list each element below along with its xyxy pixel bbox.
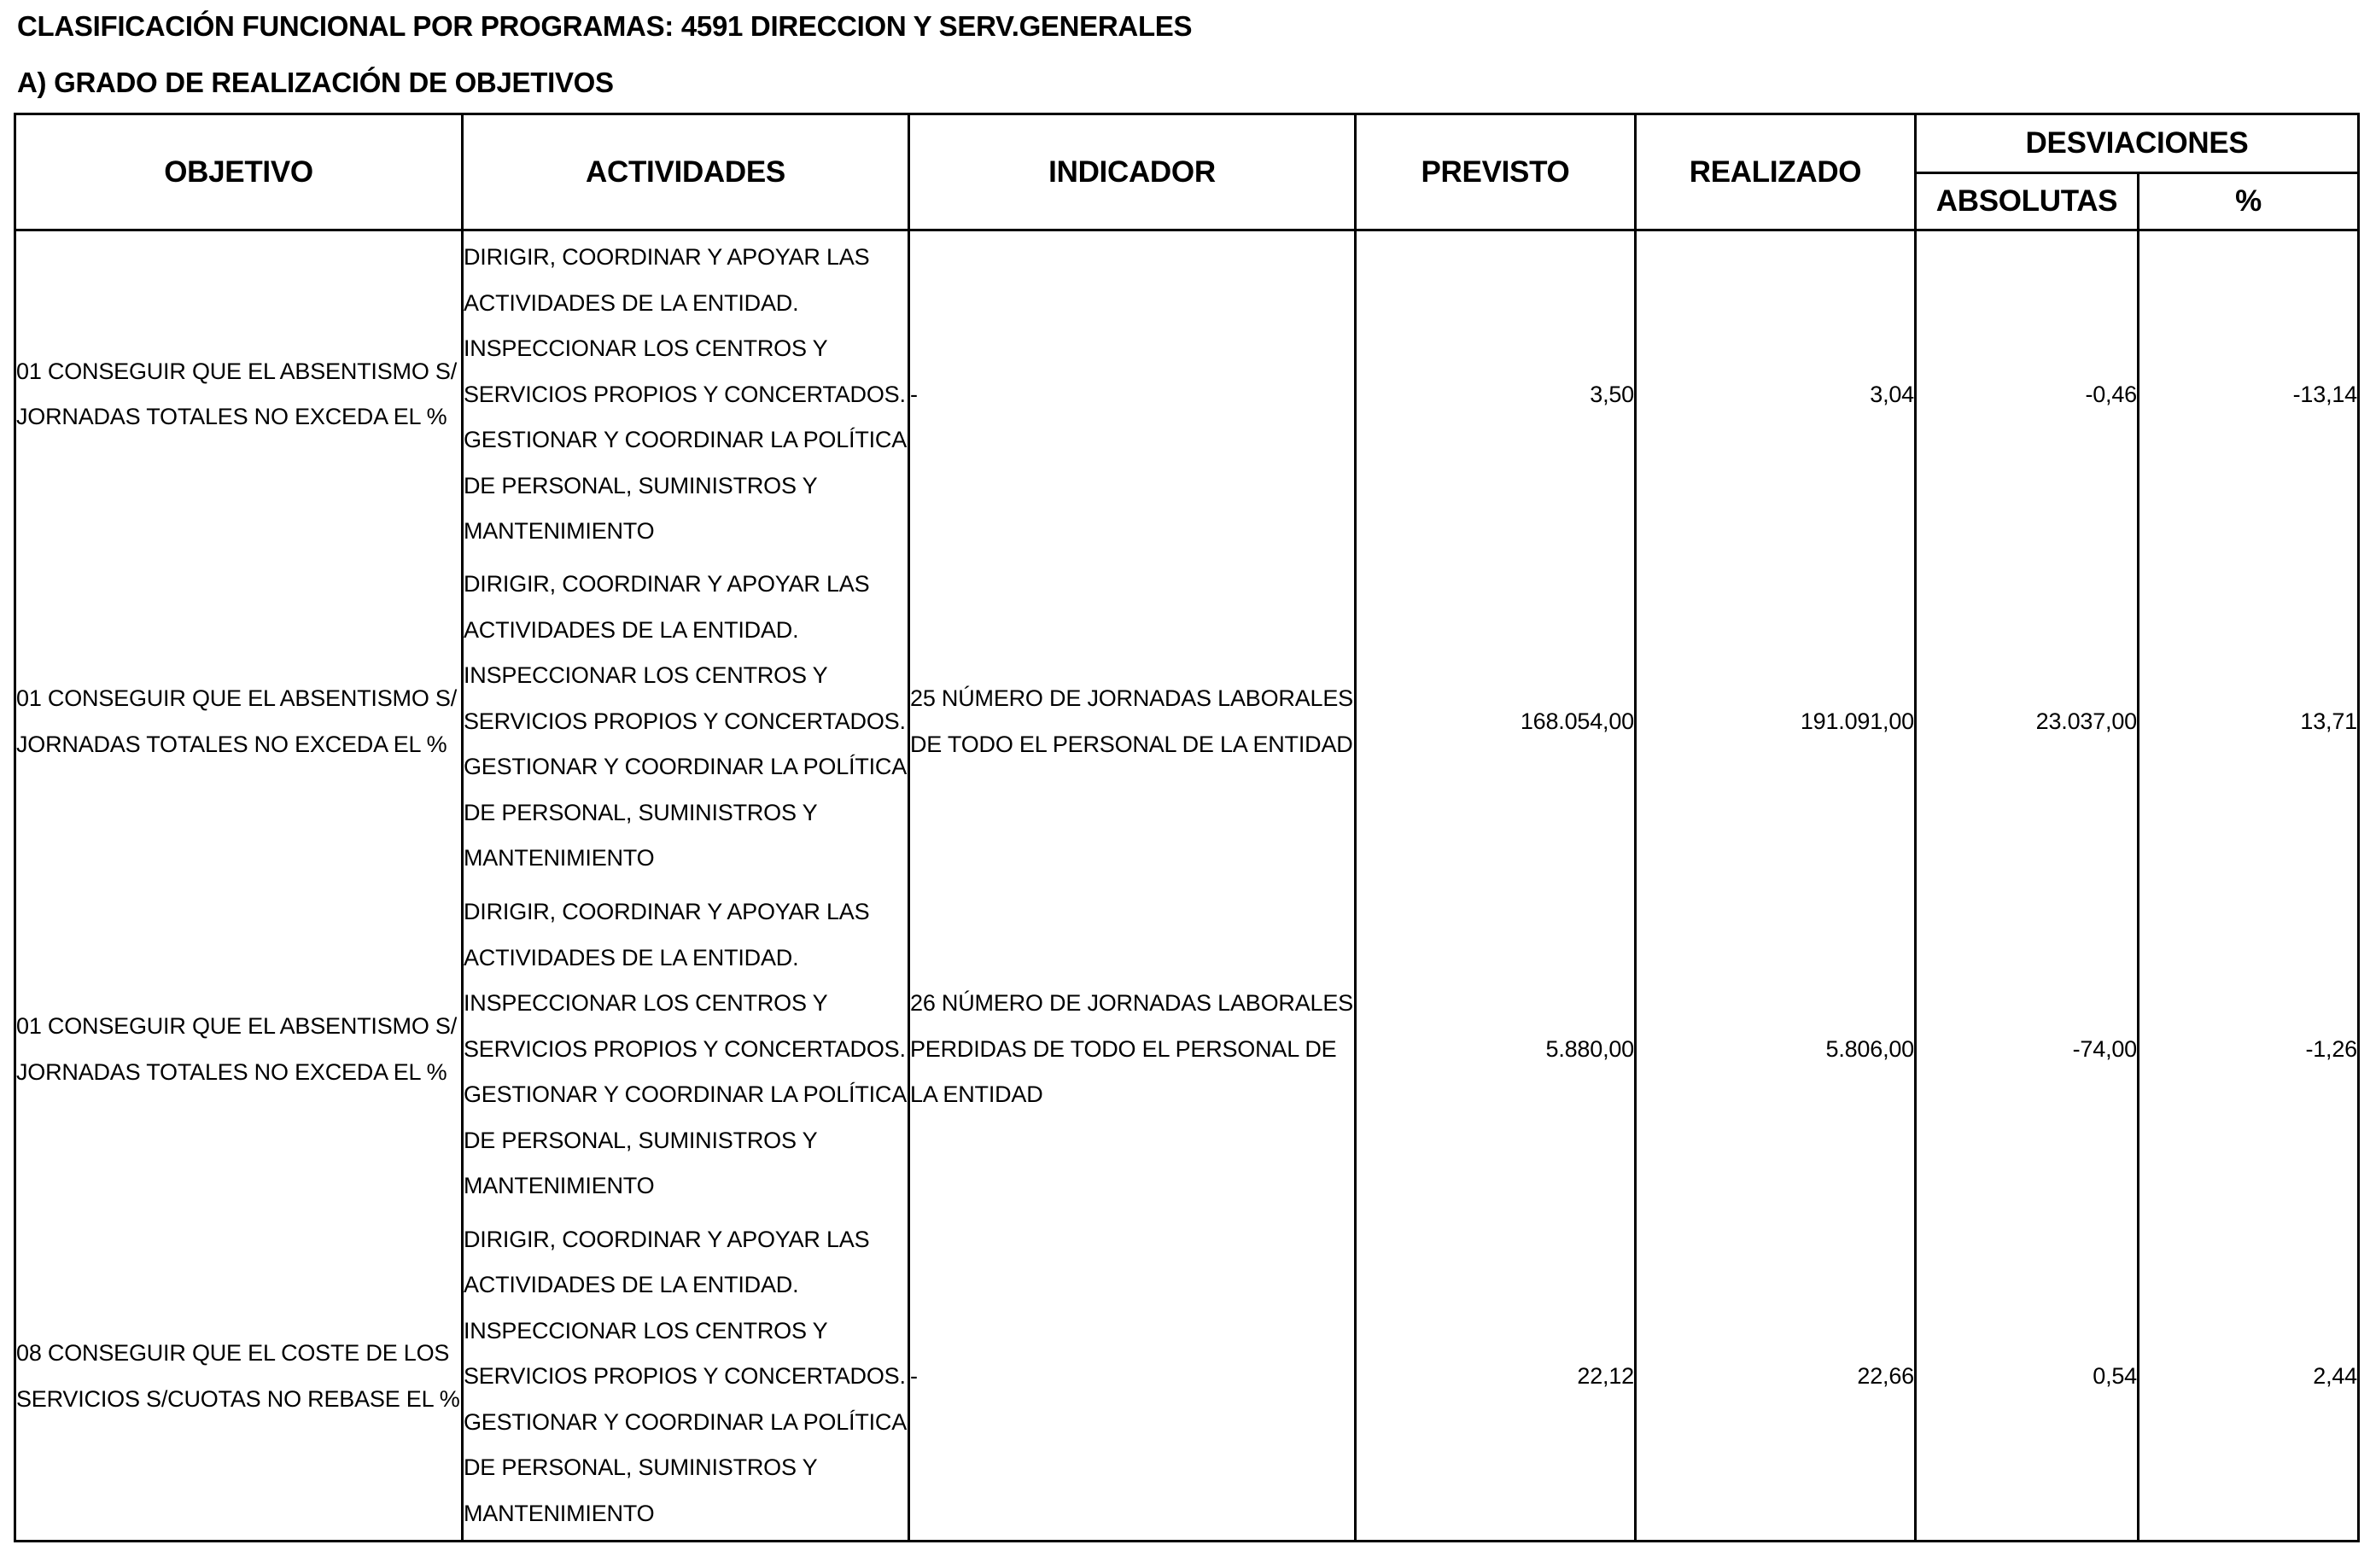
cell-realizado: 191.091,00 — [1636, 558, 1916, 886]
actividades-text: DIRIGIR, COORDINAR Y APOYAR LAS ACTIVIDADES DE LA ENTIDAD. INSPECCIONAR LOS CENTROS Y SERVICIOS PROPIOS Y CONCERTADOS. GESTIONAR Y COORDINAR LA POLÍTICA DE PERSONAL, SUMINISTROS Y MANTENIMIENTO — [464, 244, 906, 544]
table-row — [15, 886, 2359, 1214]
column-header-absolutas: ABSOLUTAS — [1916, 173, 2139, 230]
cell-indicador — [909, 886, 1356, 1214]
actividades-text: DIRIGIR, COORDINAR Y APOYAR LAS ACTIVIDADES DE LA ENTIDAD. INSPECCIONAR LOS CENTROS Y SERVICIOS PROPIOS Y CONCERTADOS. GESTIONAR Y COORDINAR LA POLÍTICA DE PERSONAL, SUMINISTROS Y MANTENIMIENTO — [464, 571, 906, 871]
cell-indicador — [909, 230, 1356, 558]
cell-porcentaje: -1,26 — [2139, 886, 2359, 1214]
objetivo-text: 01 CONSEGUIR QUE EL ABSENTISMO S/ JORNADAS TOTALES NO EXCEDA EL % — [16, 1013, 458, 1085]
column-header-realizado: REALIZADO — [1636, 114, 1916, 230]
cell-indicador — [909, 558, 1356, 886]
table-row — [15, 558, 2359, 886]
actividades-text: DIRIGIR, COORDINAR Y APOYAR LAS ACTIVIDADES DE LA ENTIDAD. INSPECCIONAR LOS CENTROS Y SERVICIOS PROPIOS Y CONCERTADOS. GESTIONAR Y COORDINAR LA POLÍTICA DE PERSONAL, SUMINISTROS Y MANTENIMIENTO — [464, 899, 906, 1199]
cell-objetivo — [15, 230, 463, 558]
cell-absolutas: 0,54 — [1916, 1214, 2139, 1542]
cell-realizado: 22,66 — [1636, 1214, 1916, 1542]
actividades-text: DIRIGIR, COORDINAR Y APOYAR LAS ACTIVIDADES DE LA ENTIDAD. INSPECCIONAR LOS CENTROS Y SERVICIOS PROPIOS Y CONCERTADOS. GESTIONAR Y COORDINAR LA POLÍTICA DE PERSONAL, SUMINISTROS Y MANTENIMIENTO — [464, 1226, 906, 1526]
indicador-text: 25 NÚMERO DE JORNADAS LABORALES DE TODO EL PERSONAL DE LA ENTIDAD — [910, 685, 1353, 757]
cell-actividades — [463, 886, 909, 1214]
cell-objetivo — [15, 886, 463, 1214]
indicador-text: - — [910, 381, 918, 407]
cell-previsto: 22,12 — [1356, 1214, 1636, 1542]
cell-absolutas: 23.037,00 — [1916, 558, 2139, 886]
header-row — [15, 114, 2359, 173]
cell-actividades — [463, 558, 909, 886]
cell-objetivo — [15, 1214, 463, 1542]
column-header-desviaciones: DESVIACIONES — [1916, 114, 2359, 173]
cell-realizado: 5.806,00 — [1636, 886, 1916, 1214]
section-title: A) GRADO DE REALIZACIÓN DE OBJETIVOS — [17, 67, 614, 98]
table-row — [15, 230, 2359, 558]
objetivo-text: 01 CONSEGUIR QUE EL ABSENTISMO S/ JORNADAS TOTALES NO EXCEDA EL % — [16, 685, 458, 757]
cell-absolutas: -0,46 — [1916, 230, 2139, 558]
column-header-previsto: PREVISTO — [1356, 114, 1636, 230]
column-header-indicador: INDICADOR — [909, 114, 1356, 230]
column-header-actividades: ACTIVIDADES — [463, 114, 909, 230]
cell-actividades — [463, 1214, 909, 1542]
column-header-porcentaje: % — [2139, 173, 2359, 230]
table-row — [15, 1214, 2359, 1542]
cell-objetivo — [15, 558, 463, 886]
objetivo-text: 08 CONSEGUIR QUE EL COSTE DE LOS SERVICIOS S/CUOTAS NO REBASE EL % — [16, 1340, 460, 1412]
objectives-table — [14, 113, 2360, 1542]
cell-previsto: 168.054,00 — [1356, 558, 1636, 886]
indicador-text: 26 NÚMERO DE JORNADAS LABORALES PERDIDAS DE TODO EL PERSONAL DE LA ENTIDAD — [910, 990, 1353, 1108]
cell-indicador — [909, 1214, 1356, 1542]
cell-realizado: 3,04 — [1636, 230, 1916, 558]
cell-porcentaje: 2,44 — [2139, 1214, 2359, 1542]
objetivo-text: 01 CONSEGUIR QUE EL ABSENTISMO S/ JORNADAS TOTALES NO EXCEDA EL % — [16, 358, 458, 430]
column-header-objetivo: OBJETIVO — [15, 114, 463, 230]
cell-previsto: 5.880,00 — [1356, 886, 1636, 1214]
cell-porcentaje: -13,14 — [2139, 230, 2359, 558]
indicador-text: - — [910, 1363, 918, 1389]
cell-previsto: 3,50 — [1356, 230, 1636, 558]
cell-actividades — [463, 230, 909, 558]
cell-absolutas: -74,00 — [1916, 886, 2139, 1214]
table-body — [15, 230, 2359, 1542]
cell-porcentaje: 13,71 — [2139, 558, 2359, 886]
page-title: CLASIFICACIÓN FUNCIONAL POR PROGRAMAS: 4591 DIRECCION Y SERV.GENERALES — [17, 10, 1193, 42]
